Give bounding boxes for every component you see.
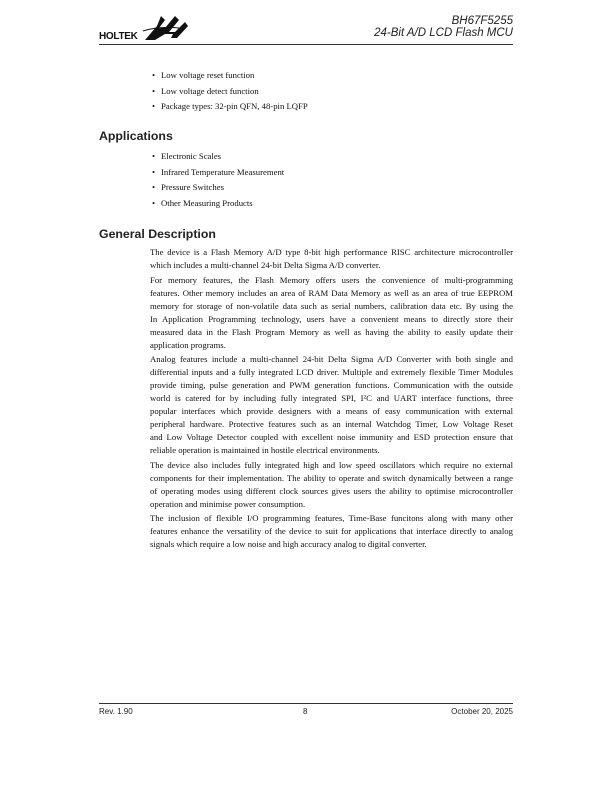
text-line: of operating modes using different clock sources gives users the ability to optimise microcontroller (150, 485, 513, 496)
text-line: The device is a Flash Memory A/D type 8-bit high performance RISC architecture microcontroller (150, 247, 513, 257)
list-item: • Package types: 32-pin QFN, 48-pin LQFP (152, 101, 308, 111)
footer-divider (99, 703, 513, 704)
list-item: • Pressure Switches (152, 182, 224, 192)
applications-heading: Applications (99, 129, 173, 143)
text-line: popular interfaces which provide designers with a means of easy communication with external (150, 406, 513, 416)
list-item: • Low voltage detect function (152, 85, 259, 96)
text-line: world is catered for by including fully integrated SPI, I²C and UART interface functions, three (150, 393, 513, 403)
list-item: • Electronic Scales (152, 151, 222, 161)
list-item: • Low voltage reset function (152, 70, 255, 80)
list-item: • Other Measuring Products (152, 197, 253, 208)
text-line: The inclusion of flexible I/O programming features, Time-Base funcitons along with many other (150, 513, 513, 523)
bullet-icon: • (152, 70, 156, 80)
applications-list (150, 150, 284, 212)
text-line: signals which require a low noise and high accuracy analog to digital converter. (150, 539, 427, 549)
bullet-icon: • (152, 166, 156, 177)
text-line: In Application Programming technology, users have a convenient means to directly store their (150, 313, 513, 324)
bullet-icon: • (152, 182, 156, 192)
description-paragraph (150, 353, 513, 457)
general-description-heading: General Description (99, 227, 216, 241)
text-line: The device also includes fully integrated high and low speed oscillators which require no external (150, 459, 513, 470)
text-line: differential inputs and a fully integrated LCD driver. Multiple and extremely flexible Timer Modules (150, 367, 513, 377)
text-line: and Low Voltage Detector coupled with excellent noise immunity and ESD protection ensure that (150, 432, 513, 442)
text-line: provide timing, pulse generation and PWM generation functions. Communication with the outside (150, 380, 513, 390)
text-line: application programs. (150, 339, 226, 350)
document-subtitle: 24-Bit A/D LCD Flash MCU (374, 27, 513, 39)
text-line: components for their implementation. The ability to operate and switch dynamically between a range (150, 472, 513, 483)
text-line: which includes a multi-channel 24-bit Delta Sigma A/D converter. (150, 260, 381, 270)
part-number: BH67F5255 (451, 15, 513, 27)
text-line: operation and minimise power consumption. (150, 498, 306, 509)
footer-page-number: 8 (303, 707, 308, 716)
text-line: Analog features include a multi-channel 24-bit Delta Sigma A/D Converter with both single and (150, 354, 513, 364)
svg-text:HOLTEK: HOLTEK (99, 31, 138, 42)
text-line: memory for storage of non-volatile data such as serial numbers, calibration data etc. By using the (150, 300, 513, 311)
list-item: • Infrared Temperature Measurement (152, 166, 285, 177)
text-line: features enhance the versatility of the device to suit for applications that interface directly to analog (150, 526, 513, 536)
bullet-icon: • (152, 197, 156, 208)
header-divider (99, 44, 513, 45)
description-paragraph (150, 512, 513, 551)
bullet-icon: • (152, 151, 156, 161)
description-paragraph (150, 459, 513, 511)
general-description-body (150, 246, 513, 553)
feature-list (150, 69, 308, 116)
bullet-icon: • (152, 101, 156, 111)
bullet-icon: • (152, 85, 156, 96)
holtek-logo (99, 14, 189, 42)
text-line: For memory features, the Flash Memory offers users the convenience of multi-programming (150, 274, 513, 285)
text-line: features. Other memory includes an area of RAM Data Memory as well as an area of true EEPROM (150, 287, 513, 298)
text-line: peripheral hardware. Protective features such as an internal Watchdog Timer, Low Voltage Reset (150, 419, 513, 429)
footer-revision: Rev. 1.90 (99, 707, 133, 716)
description-paragraph (150, 274, 513, 352)
text-line: measured data in the Flash Program Memory as well as having the ability to easily update their (150, 326, 513, 337)
footer-date: October 20, 2025 (451, 707, 513, 716)
document-header (374, 15, 513, 39)
description-paragraph (150, 246, 513, 272)
text-line: reliable operation is maintained in hostile electrical environments. (150, 445, 380, 455)
